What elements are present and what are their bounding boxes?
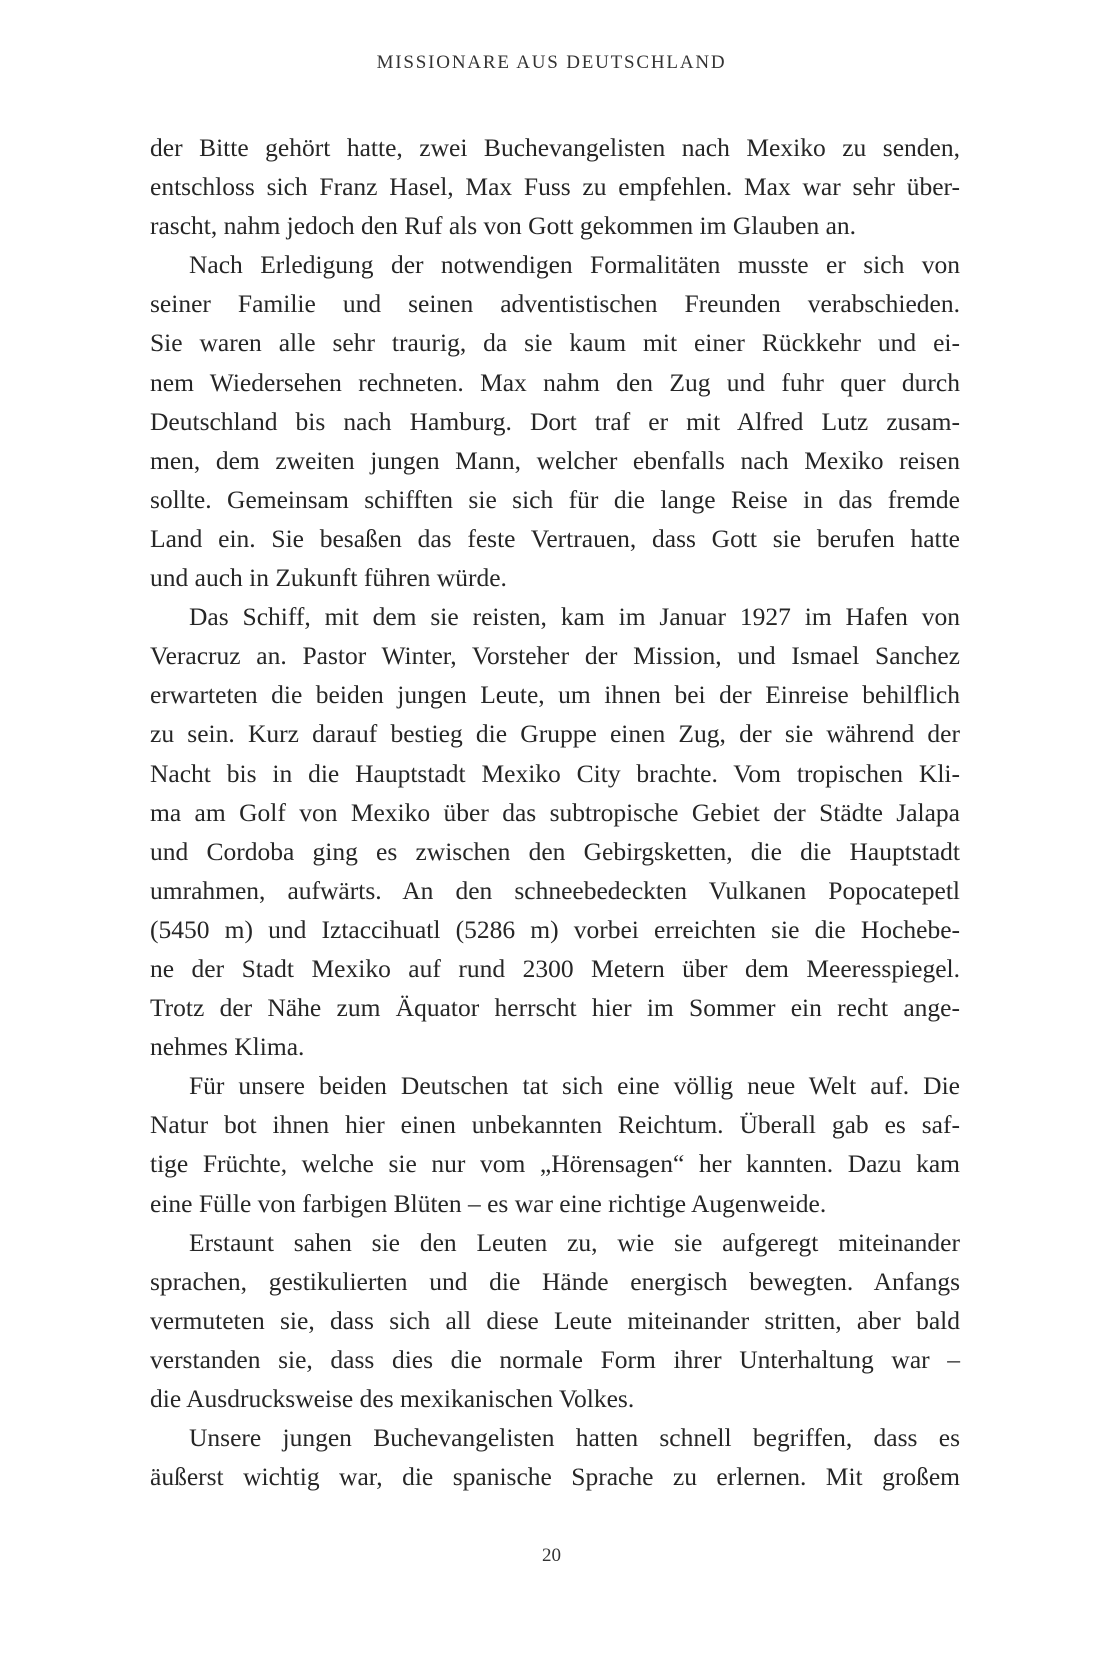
text-line: Deutschland bis nach Hamburg. Dort traf er mit Alfred Lutz zusam- [150,406,960,436]
text-line: Veracruz an. Pastor Winter, Vorsteher der Mission, und Ismael Sanchez [150,641,960,671]
text-line: und Cordoba ging es zwischen den Gebirgsketten, die die Hauptstadt [150,836,960,866]
text-line: Erstaunt sahen sie den Leuten zu, wie sie aufgeregt miteinander [189,1227,960,1257]
text-line: nehmes Klima. [150,1032,305,1062]
text-line: Natur bot ihnen hier einen unbekannten Reichtum. Überall gab es saf- [150,1110,960,1140]
text-line: vermuteten sie, dass sich all diese Leute miteinander stritten, aber bald [150,1305,960,1335]
text-line: Sie waren alle sehr traurig, da sie kaum mit einer Rückkehr und ei- [150,328,960,358]
text-line: men, dem zweiten jungen Mann, welcher ebenfalls nach Mexiko reisen [150,445,960,475]
text-line: der Bitte gehört hatte, zwei Buchevangelisten nach Mexiko zu senden, [150,133,960,162]
text-line: sprachen, gestikulierten und die Hände energisch bewegten. Anfangs [150,1266,960,1296]
text-line: ne der Stadt Mexiko auf rund 2300 Metern über dem Meeresspiegel. [150,953,960,983]
text-line: und auch in Zukunft führen würde. [150,563,507,593]
text-line: sollte. Gemeinsam schifften sie sich für die lange Reise in das fremde [150,484,960,514]
text-line: nem Wiedersehen rechneten. Max nahm den Zug und fuhr quer durch [150,367,960,397]
text-line: (5450 m) und Iztaccihuatl (5286 m) vorbei erreichten sie die Hochebe- [150,914,960,944]
paragraph [150,597,960,1066]
text-line: Unsere jungen Buchevangelisten hatten schnell begriffen, dass es [189,1423,960,1453]
text-line: Das Schiff, mit dem sie reisten, kam im Januar 1927 im Hafen von [189,602,960,632]
text-line: entschloss sich Franz Hasel, Max Fuss zu empfehlen. Max war sehr über- [150,172,960,202]
text-line: eine Fülle von farbigen Blüten – es war eine richtige Augenweide. [150,1188,827,1218]
text-line: zu sein. Kurz darauf bestieg die Gruppe einen Zug, der sie während der [150,719,960,749]
text-line: äußerst wichtig war, die spanische Sprache zu erlernen. Mit großem [150,1462,960,1492]
text-line: verstanden sie, dass dies die normale Form ihrer Unterhaltung war – [150,1344,960,1374]
text-line: Trotz der Nähe zum Äquator herrscht hier im Sommer ein recht ange- [150,993,960,1023]
text-line: tige Früchte, welche sie nur vom „Hörensagen“ her kannten. Dazu kam [150,1149,960,1179]
paragraph [150,1066,960,1222]
text-line: ma am Golf von Mexiko über das subtropische Gebiet der Städte Jalapa [150,797,960,827]
paragraph [150,128,960,245]
text-line: Land ein. Sie besaßen das feste Vertrauen, dass Gott sie berufen hatte [150,523,960,553]
text-line: die Ausdrucksweise des mexikanischen Volkes. [150,1384,635,1413]
text-line: seiner Familie und seinen adventistischen Freunden verabschieden. [150,289,960,319]
paragraph [150,1223,960,1418]
running-head: MISSIONARE AUS DEUTSCHLAND [376,52,727,73]
text-line: Für unsere beiden Deutschen tat sich eine völlig neue Welt auf. Die [189,1071,960,1101]
text-line: Nacht bis in die Hauptstadt Mexiko City brachte. Vom tropischen Kli- [150,758,960,788]
text-line: Nach Erledigung der notwendigen Formalitäten musste er sich von [189,250,960,280]
page-number: 20 [542,1545,561,1566]
text-line: rascht, nahm jedoch den Ruf als von Gott gekommen im Glauben an. [150,211,857,241]
text-line: erwarteten die beiden jungen Leute, um ihnen bei der Einreise behilflich [150,680,960,710]
body-text [150,128,960,1496]
paragraph [150,1418,960,1496]
text-line: umrahmen, aufwärts. An den schneebedeckten Vulkanen Popocatepetl [150,875,960,905]
paragraph [150,245,960,597]
